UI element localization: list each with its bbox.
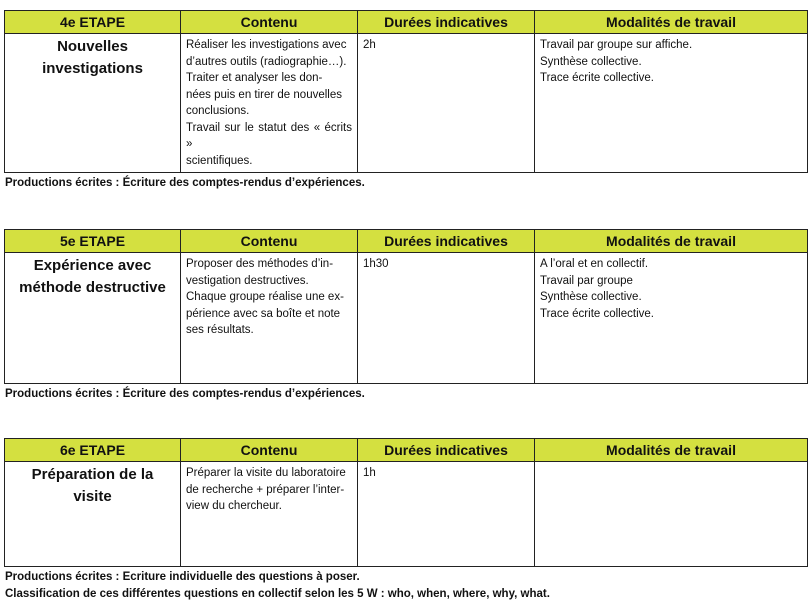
- contenu-cell: [181, 34, 358, 173]
- duree-cell: 1h30: [358, 253, 535, 384]
- step-title-line: méthode destructive: [19, 279, 166, 296]
- etape-6-block: [4, 438, 807, 603]
- step-label: 4e ETAPE: [5, 11, 181, 34]
- contenu-line: nées puis en tirer de nouvelles: [186, 88, 342, 101]
- etape-4-table: [4, 10, 808, 173]
- modalite-line: Travail par groupe sur affiche.: [540, 39, 693, 51]
- duree-cell: 1h: [358, 462, 535, 567]
- classification-line: Classification de ces différentes questions en collectif selon les 5 W : who, when, where, why, what.: [5, 588, 550, 600]
- step-label: 6e ETAPE: [5, 439, 181, 462]
- contenu-line: Réaliser les investigations avec: [186, 39, 347, 51]
- etape-4-block: [4, 10, 807, 192]
- step-label: 5e ETAPE: [5, 230, 181, 253]
- contenu-line: scientifiques.: [186, 154, 253, 167]
- contenu-line: Préparer la visite du laboratoire: [186, 467, 346, 479]
- productions-note: [4, 569, 807, 603]
- contenu-line: vestigation destructives.: [186, 274, 309, 287]
- etape-5-table: [4, 229, 808, 384]
- modalite-line: Trace écrite collective.: [540, 72, 654, 84]
- contenu-cell: [181, 253, 358, 384]
- modalites-header: Modalités de travail: [535, 439, 808, 462]
- contenu-header: Contenu: [181, 230, 358, 253]
- productions-note: [4, 386, 807, 403]
- step-title-line: Nouvelles: [57, 38, 128, 55]
- duree-cell: 2h: [358, 34, 535, 173]
- contenu-line: Chaque groupe réalise une ex-: [186, 291, 344, 303]
- contenu-line: ses résultats.: [186, 324, 254, 336]
- durees-header: Durées indicatives: [358, 230, 535, 253]
- contenu-line: Travail sur le statut des « écrits »: [186, 121, 352, 150]
- productions-line: Productions écrites : Ecriture individuelle des questions à poser.: [5, 571, 360, 583]
- modalites-cell: [535, 462, 808, 567]
- durees-header: Durées indicatives: [358, 11, 535, 34]
- etape-6-table: [4, 438, 808, 567]
- productions-line: Productions écrites : Écriture des comptes-rendus d’expériences.: [5, 388, 365, 400]
- durees-header: Durées indicatives: [358, 439, 535, 462]
- modalite-line: Trace écrite collective.: [540, 307, 654, 320]
- modalite-line: Synthèse collective.: [540, 291, 642, 303]
- modalites-cell: [535, 34, 808, 173]
- contenu-line: de recherche + préparer l’inter-: [186, 483, 345, 496]
- contenu-line: Proposer des méthodes d’in-: [186, 258, 334, 270]
- step-title: [5, 253, 181, 384]
- modalites-header: Modalités de travail: [535, 11, 808, 34]
- step-title: [5, 34, 181, 173]
- contenu-cell: [181, 462, 358, 567]
- contenu-line: périence avec sa boîte et note: [186, 307, 341, 320]
- productions-line: Productions écrites : Écriture des comptes-rendus d’expériences.: [5, 177, 365, 189]
- contenu-line: conclusions.: [186, 105, 250, 117]
- contenu-header: Contenu: [181, 439, 358, 462]
- modalites-cell: [535, 253, 808, 384]
- productions-note: [4, 175, 807, 192]
- step-title: [5, 462, 181, 567]
- step-title-line: Préparation de la: [31, 466, 154, 483]
- modalite-line: Synthèse collective.: [540, 55, 642, 68]
- step-title-line: Expérience avec: [33, 257, 152, 274]
- step-title-line: visite: [73, 488, 112, 505]
- modalites-header: Modalités de travail: [535, 230, 808, 253]
- contenu-line: view du chercheur.: [186, 500, 282, 512]
- contenu-line: Traiter et analyser les don-: [186, 72, 323, 84]
- step-title-line: investigations: [42, 60, 143, 77]
- modalite-line: A l’oral et en collectif.: [540, 258, 649, 270]
- contenu-line: d’autres outils (radiographie…).: [186, 55, 347, 68]
- contenu-header: Contenu: [181, 11, 358, 34]
- modalite-line: Travail par groupe: [540, 274, 633, 287]
- etape-5-block: [4, 229, 807, 403]
